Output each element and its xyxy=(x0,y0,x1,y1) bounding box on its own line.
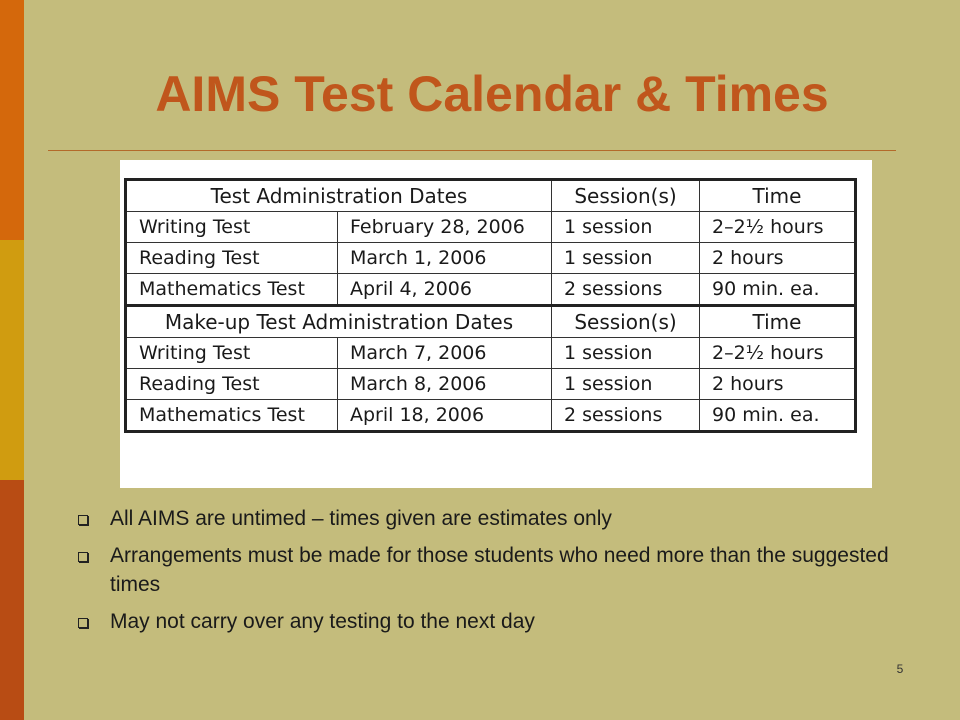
cell-test: Reading Test xyxy=(126,369,338,400)
cell-test: Writing Test xyxy=(126,212,338,243)
header-makeup-dates: Make-up Test Administration Dates xyxy=(126,306,552,338)
regular-section xyxy=(126,180,856,306)
cell-date: March 1, 2006 xyxy=(338,243,552,274)
header-time: Time xyxy=(700,306,856,338)
cell-date: February 28, 2006 xyxy=(338,212,552,243)
table-row xyxy=(126,400,856,432)
cell-date: April 4, 2006 xyxy=(338,274,552,306)
square-bullet-icon xyxy=(78,618,88,628)
side-accent-middle xyxy=(0,240,24,480)
cell-test: Writing Test xyxy=(126,338,338,369)
cell-time: 2–2½ hours xyxy=(700,212,856,243)
side-accent-bottom xyxy=(0,480,24,720)
bullet-text: All AIMS are untimed – times given are estimates only xyxy=(110,507,612,530)
list-item xyxy=(72,504,892,533)
side-accent-top xyxy=(0,0,24,240)
cell-date: March 8, 2006 xyxy=(338,369,552,400)
cell-sessions: 1 session xyxy=(552,212,700,243)
table-row xyxy=(126,338,856,369)
cell-time: 2 hours xyxy=(700,243,856,274)
cell-sessions: 1 session xyxy=(552,243,700,274)
cell-test: Reading Test xyxy=(126,243,338,274)
cell-sessions: 2 sessions xyxy=(552,274,700,306)
cell-date: April 18, 2006 xyxy=(338,400,552,432)
cell-time: 90 min. ea. xyxy=(700,274,856,306)
cell-date: March 7, 2006 xyxy=(338,338,552,369)
bullet-text: May not carry over any testing to the next day xyxy=(110,610,535,633)
list-item xyxy=(72,541,892,599)
slide-title: AIMS Test Calendar & Times xyxy=(155,66,829,122)
test-schedule-table xyxy=(124,178,857,433)
table-image-panel xyxy=(120,160,872,488)
table-row xyxy=(126,369,856,400)
header-sessions: Session(s) xyxy=(552,180,700,212)
list-item xyxy=(72,607,892,636)
bullet-text: Arrangements must be made for those students who need more than the suggested times xyxy=(110,544,889,596)
side-accent-bar xyxy=(0,0,24,720)
title-divider xyxy=(48,150,896,151)
table-row xyxy=(126,243,856,274)
cell-test: Mathematics Test xyxy=(126,274,338,306)
bullet-list xyxy=(72,504,892,644)
table-header-row xyxy=(126,180,856,212)
cell-sessions: 2 sessions xyxy=(552,400,700,432)
makeup-section xyxy=(126,306,856,432)
square-bullet-icon xyxy=(78,552,88,562)
square-bullet-icon xyxy=(78,515,88,525)
cell-time: 90 min. ea. xyxy=(700,400,856,432)
table-row xyxy=(126,212,856,243)
header-dates: Test Administration Dates xyxy=(126,180,552,212)
table-header-row xyxy=(126,306,856,338)
page-number: 5 xyxy=(896,662,904,676)
cell-test: Mathematics Test xyxy=(126,400,338,432)
cell-time: 2 hours xyxy=(700,369,856,400)
cell-sessions: 1 session xyxy=(552,338,700,369)
header-sessions: Session(s) xyxy=(552,306,700,338)
header-time: Time xyxy=(700,180,856,212)
cell-time: 2–2½ hours xyxy=(700,338,856,369)
table-row xyxy=(126,274,856,306)
cell-sessions: 1 session xyxy=(552,369,700,400)
